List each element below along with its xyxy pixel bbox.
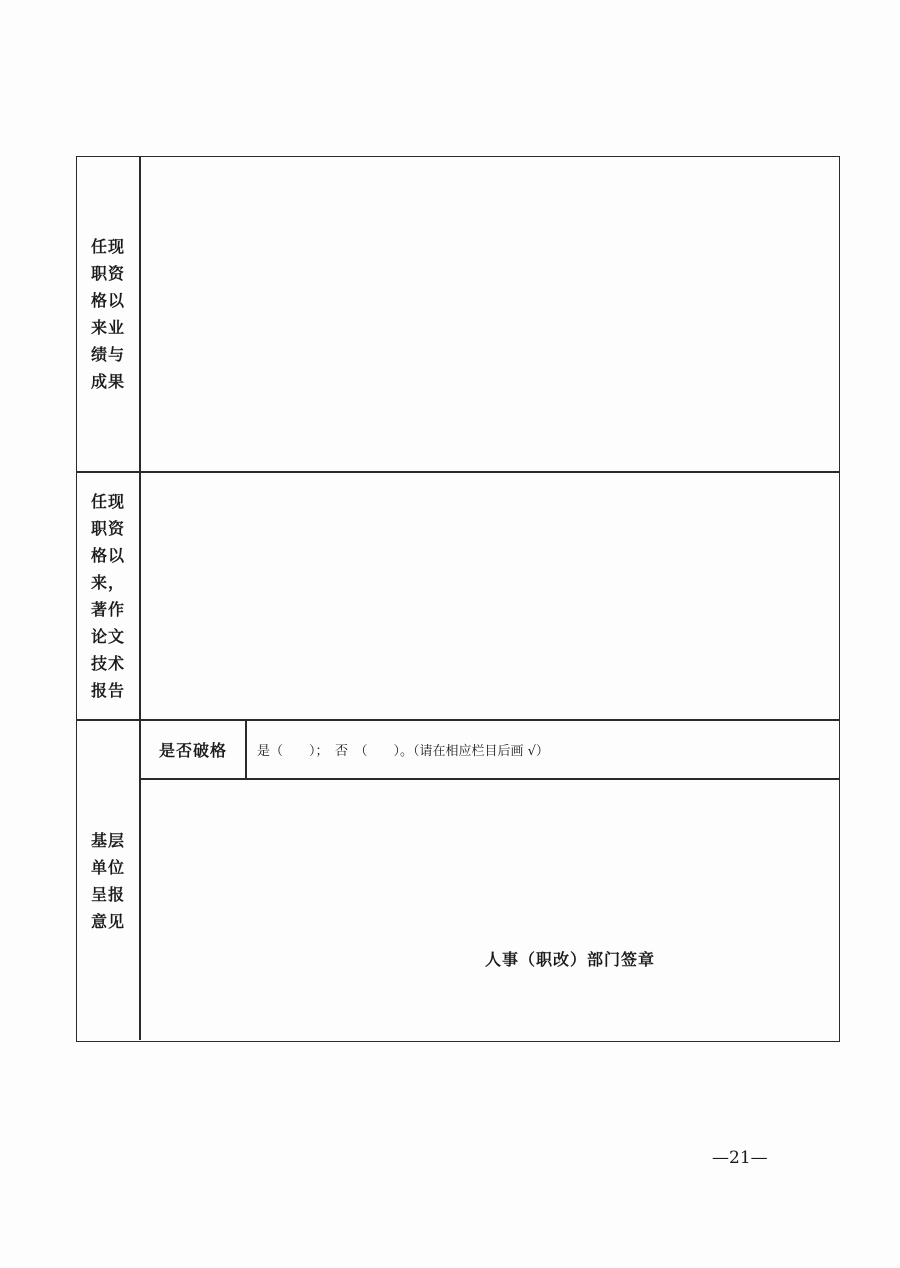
achievements-field[interactable] bbox=[141, 157, 839, 471]
form-table bbox=[76, 156, 840, 1042]
break-question-label: 是否破格 bbox=[158, 740, 227, 760]
unit-opinion-field[interactable] bbox=[141, 780, 839, 1040]
page-number: —21— bbox=[712, 1148, 768, 1168]
unit-opinion-label: 基层单位呈报意见 bbox=[91, 831, 126, 931]
hr-signature-label: 人事（职改）部门签章 bbox=[485, 950, 656, 969]
unit-opinion-label-cell bbox=[77, 721, 141, 1041]
break-options[interactable]: 是（ ）； 否 （ ）。（请在相应栏目后画 √） bbox=[257, 743, 549, 759]
publications-label: 任现职资格以来，著作论文技术报告 bbox=[91, 492, 126, 700]
achievements-label-cell bbox=[77, 157, 141, 471]
publications-field[interactable] bbox=[141, 473, 839, 719]
publications-label-cell bbox=[77, 473, 141, 719]
achievements-label: 任现职资格以来业绩与成果 bbox=[91, 237, 126, 391]
